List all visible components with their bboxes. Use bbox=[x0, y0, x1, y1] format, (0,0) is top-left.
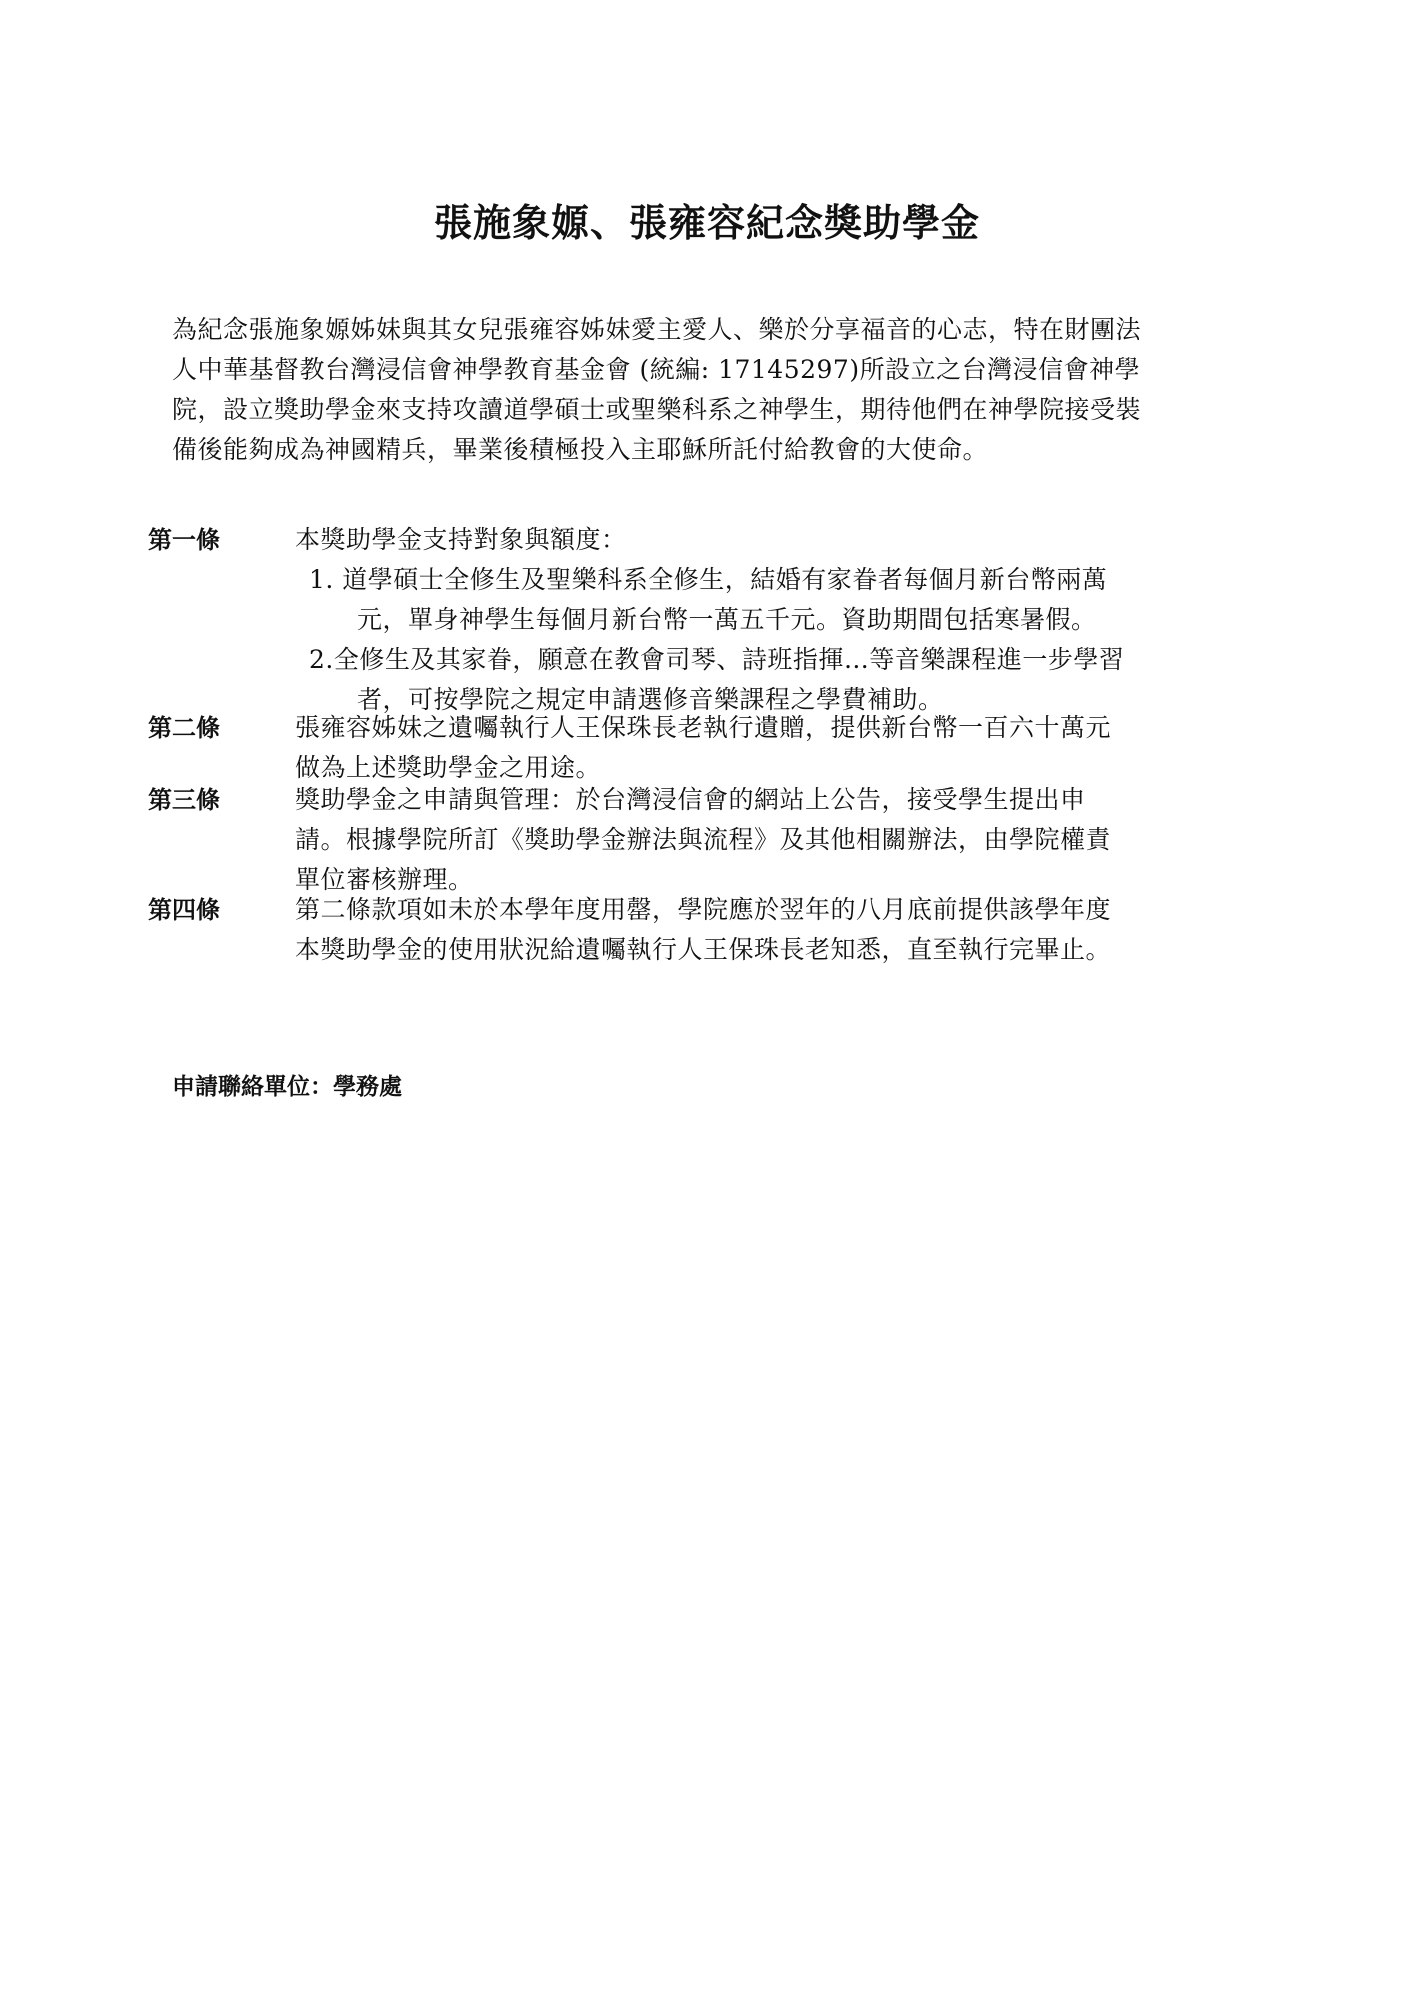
intro-line: 院，設立獎助學金來支持攻讀道學碩士或聖樂科系之神學生，期待他們在神學院接受裝 bbox=[172, 395, 1142, 424]
article-1-item-2-cont: 者，可按學院之規定申請選修音樂課程之學費補助。 bbox=[357, 685, 944, 714]
article-1-item-1-cont: 元，單身神學生每個月新台幣一萬五千元。資助期間包括寒暑假。 bbox=[357, 605, 1097, 634]
article-1-body bbox=[295, 520, 1124, 720]
article-line: 做為上述獎助學金之用途。 bbox=[295, 753, 602, 782]
article-1-item-2: 2.全修生及其家眷，願意在教會司琴、詩班指揮…等音樂課程進一步學習 bbox=[309, 645, 1125, 674]
article-line: 單位審核辦理。 bbox=[295, 865, 474, 894]
article-4-body bbox=[295, 890, 1111, 970]
intro-line: 備後能夠成為神國精兵，畢業後積極投入主耶穌所託付給教會的大使命。 bbox=[172, 435, 989, 464]
article-line: 本獎助學金支持對象與額度： bbox=[295, 525, 627, 554]
article-line: 本獎助學金的使用狀況給遺囑執行人王保珠長老知悉，直至執行完畢止。 bbox=[295, 935, 1112, 964]
article-3-label: 第三條 bbox=[148, 786, 220, 814]
document-title: 張施象嫄、張雍容紀念獎助學金 bbox=[433, 200, 980, 245]
article-2-label: 第二條 bbox=[148, 714, 220, 742]
intro-line: 為紀念張施象嫄姊妹與其女兒張雍容姊妹愛主愛人、樂於分享福音的心志，特在財團法 bbox=[172, 315, 1142, 344]
article-line: 獎助學金之申請與管理：於台灣浸信會的網站上公告，接受學生提出申 bbox=[295, 785, 1086, 814]
intro-line: 人中華基督教台灣浸信會神學教育基金會 (統編: 17145297)所設立之台灣浸信會神學 bbox=[172, 355, 1141, 384]
article-line: 第二條款項如未於本學年度用罄，學院應於翌年的八月底前提供該學年度 bbox=[295, 895, 1112, 924]
intro-paragraph bbox=[172, 310, 1252, 470]
contact-unit: 申請聯絡單位：學務處 bbox=[172, 1074, 402, 1100]
article-line: 請。根據學院所訂《獎助學金辦法與流程》及其他相關辦法，由學院權責 bbox=[295, 825, 1112, 854]
article-2-body bbox=[295, 708, 1111, 788]
article-1-label: 第一條 bbox=[148, 526, 220, 554]
article-4-label: 第四條 bbox=[148, 896, 220, 924]
article-line: 張雍容姊妹之遺囑執行人王保珠長老執行遺贈，提供新台幣一百六十萬元 bbox=[295, 713, 1112, 742]
article-1-item-1: 1. 道學碩士全修生及聖樂科系全修生，結婚有家眷者每個月新台幣兩萬 bbox=[309, 565, 1108, 594]
article-3-body bbox=[295, 780, 1111, 900]
